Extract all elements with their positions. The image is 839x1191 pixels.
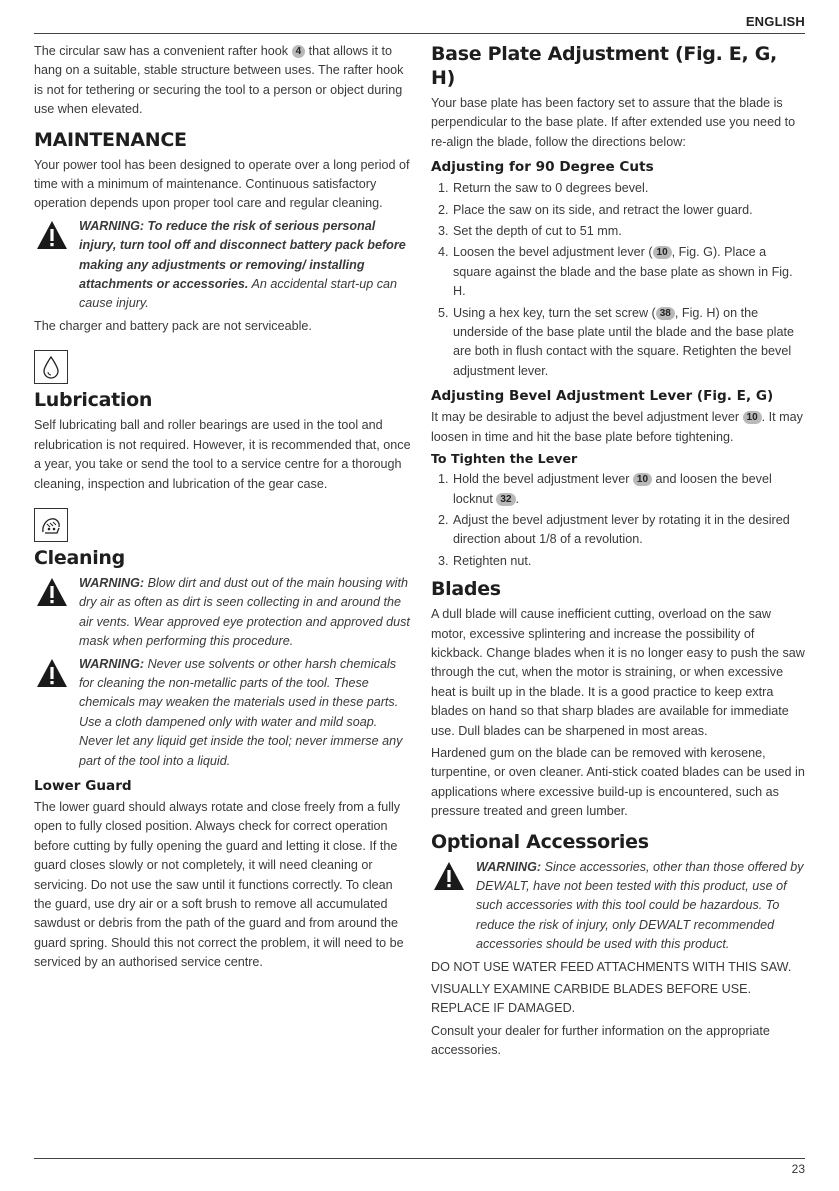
bevel-lever-text (431, 408, 805, 447)
warning-icon (433, 861, 465, 891)
step-text: Return the saw to 0 degrees bevel. (453, 181, 649, 196)
blades-text-1: A dull blade will cause inefficient cutting, overload on the saw motor, excessive splintering and increase the possibility of kickback. Change blades when it is no longer easy to push the saw through the cut, when the motor is straining, or when excessive heat is built up in the blade. It is a good practice to keep extra blades on hand so that sharp blades are available for immediate use. Dull blades can be sharpened in most areas. (431, 607, 805, 738)
lubrication-symbol-icon (34, 350, 68, 384)
step-number: 1. (438, 472, 449, 487)
step-text-b: , Fig. G). Place a square against the blade and the base plate as shown in Fig. H. (453, 245, 793, 299)
list-item (431, 552, 805, 571)
cleaning-warning-1 (34, 574, 412, 652)
maintenance-warning-bold: WARNING: To reduce the risk of serious personal injury, turn tool off and disconnect battery pack before making any adjustments or removing/ installing attachments or accessories. (79, 218, 406, 292)
left-column (34, 42, 412, 976)
list-item (431, 470, 805, 509)
bevel-lever-heading: Adjusting Bevel Adjustment Lever (Fig. E, G) (431, 388, 774, 405)
blades-heading: Blades (431, 578, 501, 601)
step-number: 2. (438, 512, 449, 527)
maintenance-warning-rest: An accidental start-up can cause injury. (79, 277, 398, 311)
carbide-blades-notice: VISUALLY EXAMINE CARBIDE BLADES BEFORE USE. REPLACE IF DAMAGED. (431, 982, 752, 1016)
step-text-a: Using a hex key, turn the set screw ( (453, 305, 656, 320)
step-number: 5. (438, 305, 449, 320)
base-plate-heading: Base Plate Adjustment (Fig. E, G, H) (431, 43, 777, 89)
cleaning-warning-1-text: Blow dirt and dust out of the main housing with dry air as often as dirt is seen collecting in and around the air vents. Wear approved eye protection and approved dust mask when performing this procedure. (79, 575, 410, 649)
step-number: 3. (438, 553, 449, 568)
step-text: Set the depth of cut to 51 mm. (453, 224, 622, 239)
bevel-lever-text-a: It may be desirable to adjust the bevel adjustment lever (431, 410, 740, 425)
step-number: 4. (438, 245, 449, 260)
list-item (431, 511, 805, 550)
cleaning-warning-2-text: Never use solvents or other harsh chemicals for cleaning the non-metallic parts of the tool. These chemicals may weaken the materials used in these parts. Use a cloth dampened only with water and mild soap. Never let any liquid get inside the tool; never immerse any part of the tool into a liquid. (79, 656, 403, 768)
rafter-hook-text-a: The circular saw has a convenient rafter hook (34, 44, 289, 58)
page-number: 23 (791, 1162, 805, 1176)
header-rule (34, 33, 805, 34)
accessories-warning (431, 858, 805, 955)
cleaning-heading: Cleaning (34, 546, 125, 569)
header-language: ENGLISH (745, 14, 805, 29)
callout-badge-38: 38 (656, 307, 675, 320)
optional-accessories-heading: Optional Accessories (431, 830, 649, 853)
step-text-a: Loosen the bevel adjustment lever ( (453, 245, 653, 260)
rafter-hook-text-b: that allows it to hang on a suitable, stable structure between uses. The rafter hook is not for tethering or securing the tool to a person or object during use when elevated. (34, 44, 404, 117)
cleaning-warning-2 (34, 655, 412, 771)
maintenance-warning (34, 217, 412, 314)
step-text-c: . (515, 491, 520, 506)
step-text-a: Hold the bevel adjustment lever (453, 472, 630, 487)
rafter-hook-paragraph (34, 42, 412, 120)
lubrication-text: Self lubricating ball and roller bearings are used in the tool and relubrication is not required. However, it is recommended that, once a year, you take or send the tool to a service centre for a thorough cleaning, inspection and lubrication of the gear case. (34, 418, 411, 491)
step-number: 3. (438, 224, 449, 239)
consult-dealer-text: Consult your dealer for further information on the appropriate accessories. (431, 1023, 770, 1058)
callout-badge-4: 4 (292, 45, 306, 58)
callout-badge-10: 10 (653, 246, 672, 259)
adjust-90-steps (431, 179, 805, 381)
callout-badge-32: 32 (496, 493, 515, 506)
step-text: Retighten nut. (453, 553, 532, 568)
right-column (431, 42, 805, 1064)
cleaning-warning-2-label: WARNING: (79, 656, 145, 671)
step-number: 2. (438, 202, 449, 217)
step-text-b: , Fig. H) on the underside of the base plate until the blade and the base plate are both in flush contact with the square. Retighten the bevel adjustment lever. (453, 305, 794, 378)
list-item (431, 222, 805, 241)
step-text-b: and loosen the bevel locknut (453, 472, 772, 506)
step-text: Adjust the bevel adjustment lever by rotating it in the desired direction about 1/8 of a revolution. (453, 512, 790, 547)
maintenance-text: Your power tool has been designed to operate over a long period of time with a minimum of maintenance. Continuous satisfactory operation depends upon proper tool care and regular cleaning. (34, 157, 410, 211)
lubrication-heading: Lubrication (34, 389, 153, 412)
footer-rule (34, 1158, 805, 1159)
blades-text-2: Hardened gum on the blade can be removed with kerosene, turpentine, or oven cleaner. Anti-stick coated blades can be used in applications where excessive build-up is encountered, such as pressure treated and green lumber. (431, 745, 805, 819)
not-serviceable-note: The charger and battery pack are not serviceable. (34, 318, 312, 333)
warning-icon (36, 577, 68, 607)
cleaning-warning-1-label: WARNING: (79, 575, 145, 590)
adjust-90-heading: Adjusting for 90 Degree Cuts (431, 159, 654, 176)
list-item (431, 179, 805, 198)
list-item (431, 304, 805, 382)
list-item (431, 243, 805, 301)
step-number: 1. (438, 181, 449, 196)
callout-badge-10: 10 (743, 411, 762, 424)
cleaning-symbol-icon (34, 508, 68, 542)
water-feed-notice: DO NOT USE WATER FEED ATTACHMENTS WITH THIS SAW. (431, 959, 792, 974)
warning-icon (36, 220, 68, 250)
accessories-warning-text: Since accessories, other than those offered by DEWALT, have not been tested with this product, use of such accessories with this tool could be hazardous. To reduce the risk of injury, only DEWALT recommended accessories should be used with this product. (476, 859, 804, 952)
step-text: Place the saw on its side, and retract the lower guard. (453, 202, 753, 217)
maintenance-heading: MAINTENANCE (34, 128, 187, 151)
base-plate-text: Your base plate has been factory set to assure that the blade is perpendicular to the base plate. If after extended use you need to re-align the blade, follow the directions below: (431, 96, 796, 149)
warning-icon (36, 658, 68, 688)
lower-guard-heading: Lower Guard (34, 777, 132, 794)
list-item (431, 201, 805, 220)
tighten-lever-steps (431, 470, 805, 571)
lower-guard-text: The lower guard should always rotate and close freely from a fully open to fully closed position. Always check for correct operation before cutting by fully opening the guard and letting it close. If the guard closes slowly or not completely, it will need cleaning or servicing. Do not use the saw until it functions correctly. To clean the guard, use dry air or a soft brush to remove all accumulated sawdust or debris from the path of the guard and from around the guard spring. Should this not correct the problem, it will need to be serviced by an authorised service centre. (34, 799, 404, 970)
accessories-warning-label: WARNING: (476, 859, 542, 874)
bevel-lever-text-b: . It may loosen in time and hit the base plate before tightening. (431, 410, 803, 444)
callout-badge-10: 10 (633, 473, 652, 486)
tighten-lever-subheading: To Tighten the Lever (431, 451, 578, 467)
